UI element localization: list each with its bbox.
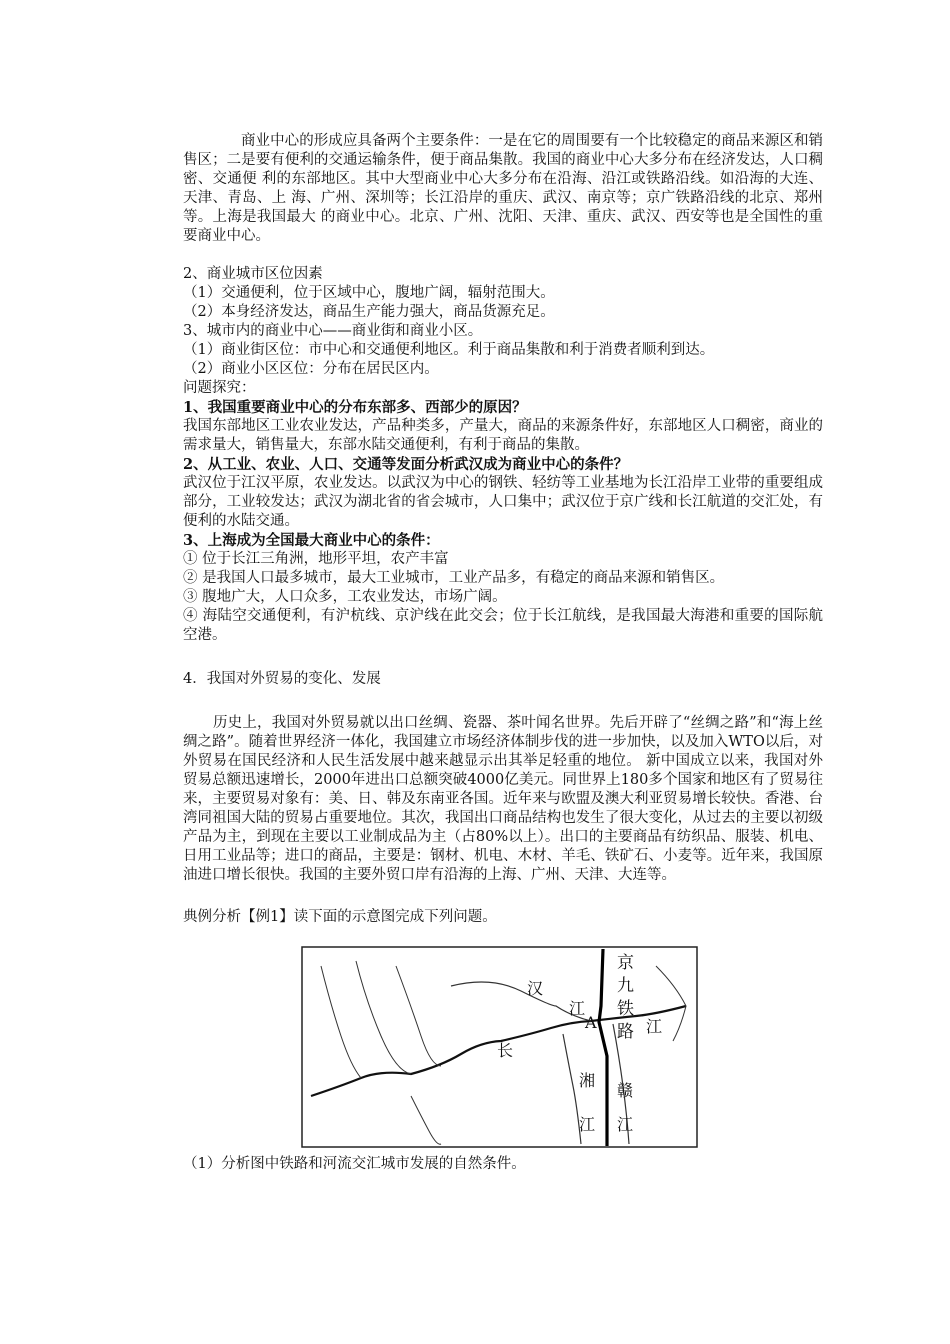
section-2-item-1: （1）交通便利，位于区域中心，腹地广阔，辐射范围大。: [183, 285, 555, 301]
answer-3-item-4: ④ 海陆空交通便利，有沪杭线、京沪线在此交会；位于长江航线，是我国最大海港和重要的国际航空港。: [183, 608, 823, 643]
section-3-title: 3、城市内的商业中心——商业街和商业小区。: [183, 323, 483, 339]
intro-paragraph: 商业中心的形成应具备两个主要条件：一是在它的周围要有一个比较稳定的商品来源区和销售区；二是要有便利的交通运输条件，便于商品集散。我国的商业中心大多分布在经济发达，人口稠密、交通便 利的东部地区。其中大型商业中心大多分布在沿海、沿江或铁路沿线。如沿海的大连、天津、青岛、上 海、广州、深圳等；长江沿岸的重庆、武汉、南京等；京广铁路沿线的北京、郑州等。上海是我国最大 的商业中心。北京、广州、沈阳、天津、重庆、武汉、西安等也是全国性的重要商业中心。: [183, 133, 823, 244]
rail-label-char: 铁: [617, 999, 634, 1019]
xiang-jiang-label: 江: [579, 1115, 596, 1134]
gan-label: 赣: [617, 1081, 634, 1100]
river-railway-map: [301, 946, 698, 1148]
rail-label-char: 京: [617, 953, 634, 973]
answer-3-item-1: ① 位于长江三角洲，地形平坦，农产丰富: [183, 551, 449, 567]
question-3: 3、上海成为全国最大商业中心的条件：: [183, 532, 440, 549]
xiang-label: 湘: [579, 1071, 596, 1090]
section-4-body: 历史上，我国对外贸易就以出口丝绸、瓷器、茶叶闻名世界。先后开辟了“丝绸之路”和“海上丝绸之路”。随着世界经济一体化，我国建立市场经济体制步伐的进一步加快，以及加入WTO以后，对外贸易在国民经济和人民生活发展中越来越显示出其举足轻重的地位。 新中国成立以来，我国对外贸易总额迅速增长，2000年进出口总额突破4000亿美元。同世界上180多个国家和地区有了贸易往来，主要贸易对象有：美、日、韩及东南亚各国。近年来与欧盟及澳大利亚贸易增长较快。香港、台湾同祖国大陆的贸易占重要地位。其次，我国出口商品结构也发生了很大变化，从过去的主要以初级产品为主，到现在主要以工业制成品为主（占80%以上）。出口的主要商品有纺织品、服装、机电、日用工业品等；进口的商品，主要是：钢材、机电、木材、羊毛、铁矿石、小麦等。近年来，我国原油进口增长很快。我国的主要外贸口岸有沿海的上海、广州、天津、大连等。: [183, 715, 823, 883]
spacer: [183, 246, 823, 265]
chang-label: 长: [497, 1041, 514, 1060]
spacer: [183, 885, 823, 904]
rail-label-char: 九: [617, 976, 634, 996]
inquiry-heading: 问题探究：: [183, 380, 256, 396]
jiang-label-han: 江: [569, 999, 586, 1018]
document-body: [183, 132, 823, 927]
han-label: 汉: [527, 979, 544, 998]
gan-jiang-label: 江: [617, 1115, 634, 1134]
spacer: [183, 645, 823, 664]
section-3-item-1: （1）商业街区位：市中心和交通便利地区。利于商品集散和利于消费者顺利到达。: [183, 342, 715, 358]
spacer: [183, 689, 823, 708]
answer-3-item-3: ③ 腹地广大，人口众多，工农业发达，市场广阔。: [183, 589, 507, 605]
question-1: 1、我国重要商业中心的分布东部多、西部少的原因？: [183, 399, 527, 416]
section-2-title: 2、商业城市区位因素: [183, 266, 323, 282]
section-2-item-2: （2）本身经济发达，商品生产能力强大，商品货源充足。: [183, 304, 555, 320]
example-line: [183, 908, 823, 927]
example-text: 读下面的示意图完成下列问题。: [293, 909, 497, 925]
rail-label-char: 路: [617, 1022, 634, 1042]
section-4-title: 4．我国对外贸易的变化、发展: [183, 671, 381, 687]
question-2: 2、从工业、农业、人口、交通等发面分析武汉成为商业中心的条件？: [183, 456, 629, 473]
question-1-line: （1）分析图中铁路和河流交汇城市发展的自然条件。: [183, 1156, 526, 1172]
answer-3-item-2: ② 是我国人口最多城市，最大工业城市，工业产品多，有稳定的商品来源和销售区。: [183, 570, 725, 586]
jiang-label-yangtze: 江: [646, 1017, 663, 1036]
section-3-item-2: （2）商业小区区位：分布在居民区内。: [183, 361, 439, 377]
answer-1: 我国东部地区工业农业发达，产品种类多，产量大，商品的来源条件好，东部地区人口稠密，商业的需求量大，销售量大，东部水陆交通便利，有利于商品的集散。: [183, 418, 823, 453]
point-a-label: A: [585, 1013, 597, 1032]
answer-2: 武汉位于江汉平原，农业发达。以武汉为中心的钢铁、轻纺等工业基地为长江沿岸工业带的重要组成部分，工业较发达；武汉为湖北省的省会城市，人口集中；武汉位于京广线和长江航道的交汇处，有便利的水陆交通。: [183, 475, 823, 529]
example-prefix: 典例分析【例1】: [183, 909, 294, 925]
